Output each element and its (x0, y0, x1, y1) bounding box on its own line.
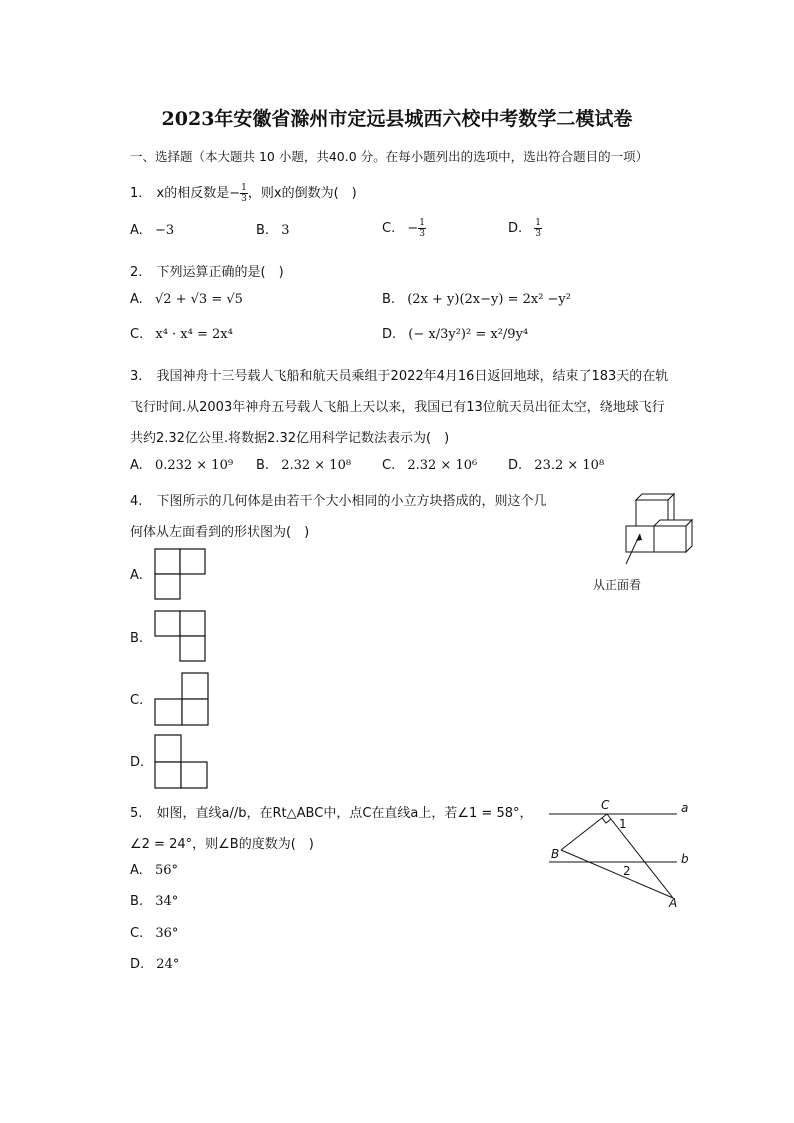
label-c: C (601, 798, 610, 812)
question-1: 1. x的相反数是− $\frac{1}{3}$ ，则x的倒数为( ) (130, 183, 357, 204)
label-a-point: A (669, 896, 678, 910)
option-a[interactable]: A. (130, 568, 143, 583)
page-title: 2023年安徽省滁州市定远县城西六校中考数学二模试卷 (161, 108, 633, 130)
angle-2-label: 2 (623, 864, 631, 878)
shape-option-d (154, 734, 210, 790)
option-a[interactable]: A. 0.232 × 10⁹ (130, 458, 234, 473)
option-c[interactable]: C. 2.32 × 10⁶ (382, 458, 478, 473)
option-b[interactable]: B. (130, 631, 144, 646)
cube-stack-figure (618, 490, 698, 572)
label-b-point: B (551, 847, 560, 861)
option-b[interactable]: B. 34° (130, 894, 179, 909)
question-text: 我国神舟十三号载人飞船和航天员乘组于2022年4月16日返回地球，结束了183天的在轨 (156, 369, 669, 384)
shape-option-c (154, 672, 210, 726)
option-a[interactable]: A. √2 + √3 = √5 (130, 292, 243, 307)
question-number: 3. (130, 369, 143, 384)
parallel-lines-figure (545, 796, 695, 911)
option-c[interactable]: C. x⁴ · x⁴ = 2x⁴ (130, 327, 233, 342)
option-c[interactable]: C. (130, 693, 144, 708)
label-a: a (681, 801, 689, 815)
fraction: $\frac{1}{3}$ (241, 183, 247, 204)
section-heading: 一、选择题（本大题共 10 小题，共40.0 分。在每小题列出的选项中，选出符合题目的一项） (130, 149, 649, 164)
option-b[interactable]: B. 2.32 × 10⁸ (256, 458, 352, 473)
shape-option-b (154, 610, 208, 662)
option-d[interactable]: D. $\frac{1}{3}$ (508, 218, 542, 239)
question-text-line: 飞行时间.从2003年神舟五号载人飞船上天以来，我国已有13位航天员出征太空，绕地球飞行 (130, 400, 665, 415)
question-text: 下图所示的几何体是由若干个大小相同的小立方块搭成的，则这个几 (156, 494, 547, 509)
label-b-line: b (681, 852, 689, 866)
figure-caption: 从正面看 (593, 578, 642, 592)
question-number: 4. (130, 494, 143, 509)
question-text: x的相反数是 (156, 186, 230, 201)
question-number: 1. (130, 186, 143, 201)
question-number: 5. (130, 806, 143, 821)
option-a[interactable]: A. 56° (130, 863, 178, 878)
option-b[interactable]: B. 3 (256, 223, 290, 238)
option-d[interactable]: D. (− x/3y²)² = x²/9y⁴ (382, 327, 529, 342)
shape-option-a (154, 548, 208, 600)
angle-1-label: 1 (619, 817, 627, 831)
question-text-line: ∠2 = 24°，则∠B的度数为( ) (130, 837, 314, 852)
option-d[interactable]: D. (130, 755, 145, 770)
option-b[interactable]: B. (2x + y)(2x−y) = 2x² −y² (382, 292, 571, 307)
option-d[interactable]: D. 24° (130, 957, 180, 972)
question-2 (130, 261, 284, 280)
question-text-line: 共约2.32亿公里.将数据2.32亿用科学记数法表示为( ) (130, 431, 450, 446)
question-text-line: 何体从左面看到的形状图为( ) (130, 525, 310, 540)
option-c[interactable]: C. − $\frac{1}{3}$ (382, 218, 425, 239)
question-4 (130, 490, 547, 509)
option-c[interactable]: C. 36° (130, 926, 179, 941)
question-5 (130, 802, 532, 821)
option-d[interactable]: D. 23.2 × 10⁸ (508, 458, 605, 473)
question-text: 如图，直线a//b，在Rt△ABC中，点C在直线a上，若∠1 = 58°， (156, 806, 533, 821)
question-text: 下列运算正确的是( ) (156, 265, 284, 280)
question-number: 2. (130, 265, 143, 280)
question-text: ，则x的倒数为( ) (247, 186, 357, 201)
option-a[interactable]: A. −3 (130, 223, 175, 238)
question-3 (130, 365, 668, 384)
